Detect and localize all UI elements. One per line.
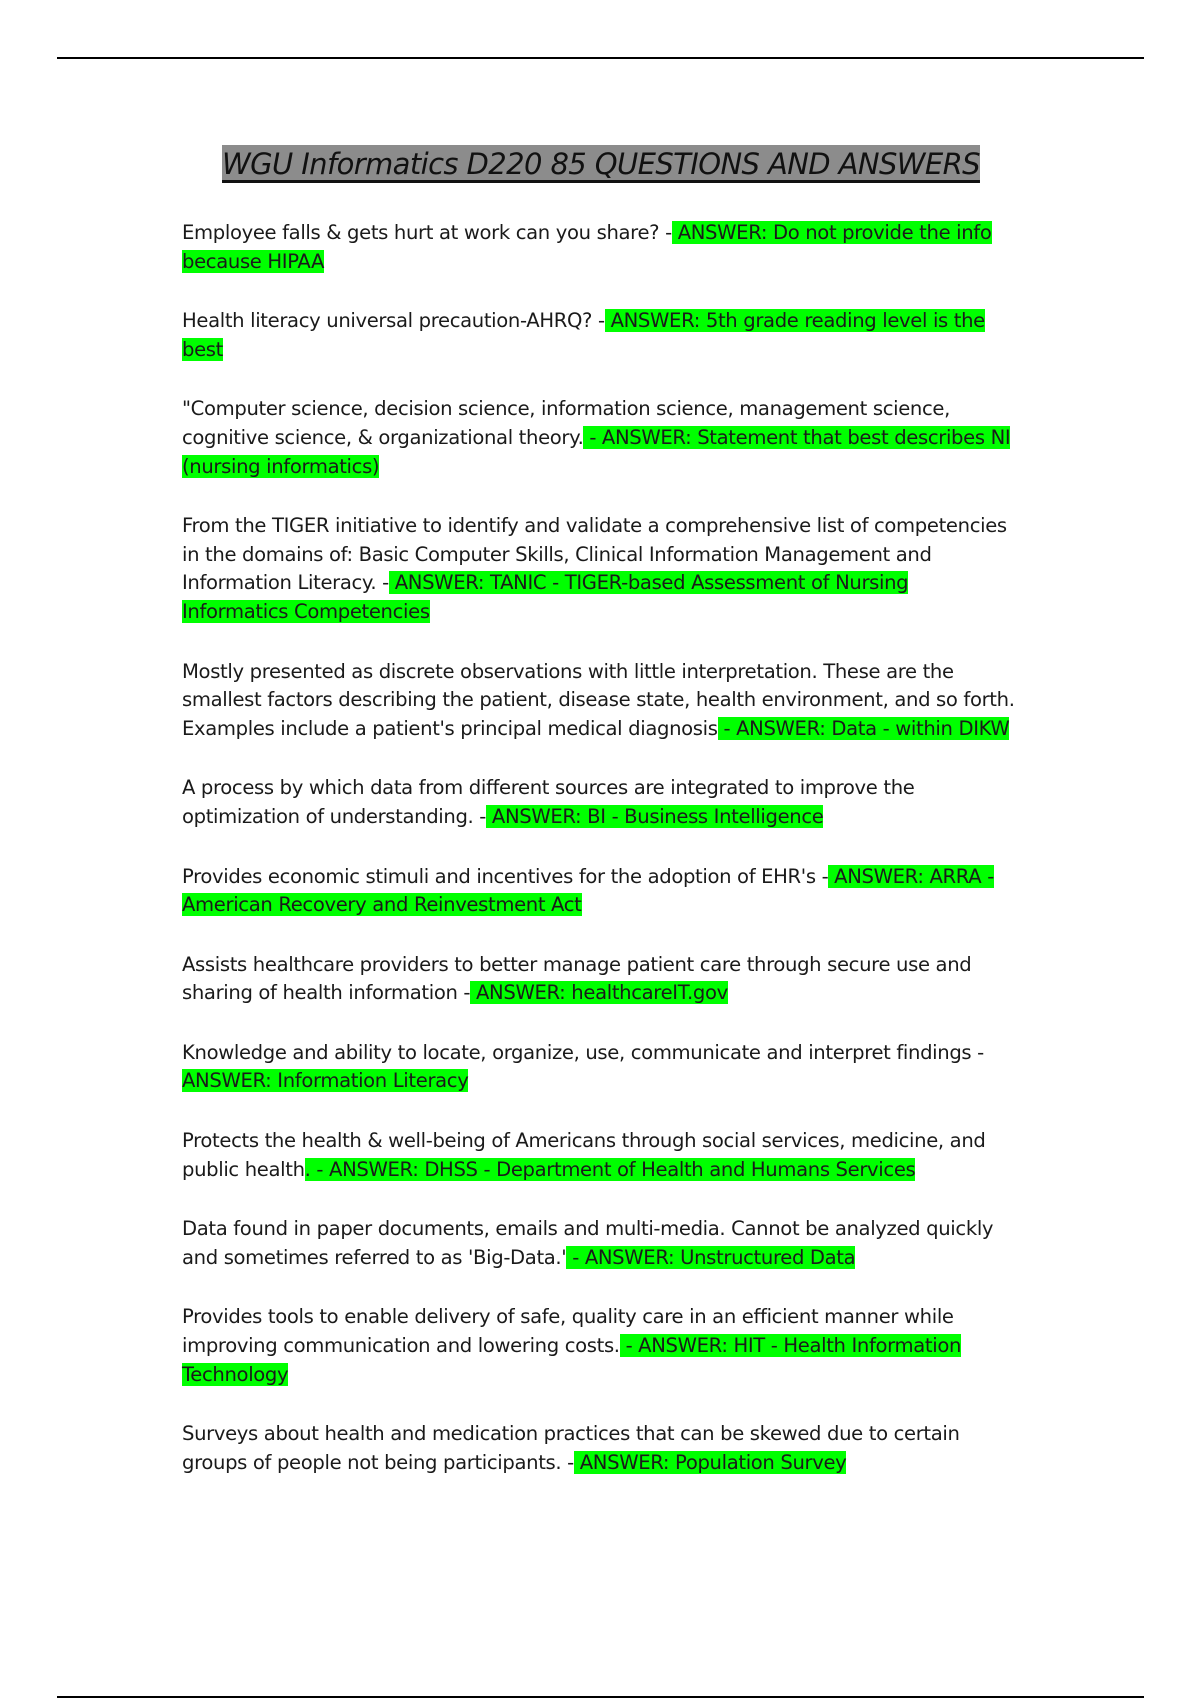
question-text: Protects the health & well-being of Americans through social services, medicine, and public health bbox=[182, 1129, 986, 1181]
question-text: Mostly presented as discrete observations with little interpretation. These are the smallest factors describing the patient, disease state, health environment, and so forth. Examples include a patient's principal medical diagnosis bbox=[182, 659, 1015, 740]
qa-item bbox=[182, 219, 1020, 276]
qa-item bbox=[182, 1215, 1020, 1272]
answer-highlight: - ANSWER: Statement that best describes NI (nursing informatics) bbox=[182, 425, 1011, 478]
question-text: Employee falls & gets hurt at work can you share? - bbox=[182, 221, 672, 244]
answer-highlight: ANSWER: Do not provide the info because HIPAA bbox=[182, 221, 992, 273]
title-container bbox=[182, 145, 1020, 183]
qa-item bbox=[182, 1420, 1020, 1477]
question-text: A process by which data from different sources are integrated to improve the optimization of understanding. - bbox=[182, 776, 915, 828]
answer-highlight: ANSWER: TANIC - TIGER-based Assessment of Nursing Informatics Competencies bbox=[182, 571, 909, 623]
question-text: Surveys about health and medication practices that can be skewed due to certain groups of people not being participants. - bbox=[182, 1422, 960, 1474]
question-text: From the TIGER initiative to identify and validate a comprehensive list of competencies in the domains of: Basic Computer Skills, Clinical Information Management and Information Literacy. - bbox=[182, 514, 1007, 595]
qa-item bbox=[182, 1127, 1020, 1184]
question-text: Provides tools to enable delivery of safe, quality care in an efficient manner while improving communication and lowering costs. bbox=[182, 1305, 954, 1358]
qa-item bbox=[182, 774, 1020, 831]
answer-highlight: - ANSWER: Data - within DIKW bbox=[717, 716, 1010, 740]
qa-item bbox=[182, 512, 1020, 626]
answer-highlight: - ANSWER: Unstructured Data bbox=[566, 1245, 856, 1269]
question-text: Data found in paper documents, emails and multi-media. Cannot be analyzed quickly and sometimes referred to as 'Big-Data.' bbox=[182, 1217, 994, 1269]
question-text: Knowledge and ability to locate, organize, use, communicate and interpret findings - bbox=[182, 1040, 984, 1064]
answer-highlight: ANSWER: healthcareIT.gov bbox=[470, 981, 728, 1005]
question-text: Assists healthcare providers to better manage patient care through secure use and sharing of health information - bbox=[182, 952, 972, 1005]
question-text: Health literacy universal precaution-AHRQ? - bbox=[182, 309, 605, 333]
qa-item bbox=[182, 307, 1020, 364]
qa-list bbox=[182, 219, 1020, 1508]
answer-highlight: ANSWER: Information Literacy bbox=[182, 1069, 469, 1093]
qa-item bbox=[182, 1303, 1020, 1389]
document-title: WGU Informatics D220 85 QUESTIONS AND ANSWERS bbox=[222, 147, 980, 181]
bottom-rule bbox=[57, 1696, 1144, 1698]
answer-highlight: ANSWER: 5th grade reading level is the best bbox=[182, 309, 985, 361]
qa-item bbox=[182, 951, 1020, 1008]
answer-highlight: ANSWER: Population Survey bbox=[573, 1450, 847, 1474]
qa-item bbox=[182, 395, 1020, 481]
question-text: Provides economic stimuli and incentives for the adoption of EHR's - bbox=[182, 864, 829, 888]
qa-item bbox=[182, 863, 1020, 920]
question-text: "Computer science, decision science, information science, management science, cognitive science, & organizational theory. bbox=[182, 397, 950, 449]
answer-highlight: . - ANSWER: DHSS - Department of Health and Humans Services bbox=[304, 1157, 916, 1181]
answer-highlight: - ANSWER: HIT - Health Information Technology bbox=[182, 1334, 962, 1386]
answer-highlight: ANSWER: BI - Business Intelligence bbox=[486, 804, 824, 828]
qa-item bbox=[182, 658, 1020, 744]
top-rule bbox=[57, 57, 1144, 59]
answer-highlight: ANSWER: ARRA - American Recovery and Reinvestment Act bbox=[182, 864, 994, 917]
qa-item bbox=[182, 1039, 1020, 1096]
